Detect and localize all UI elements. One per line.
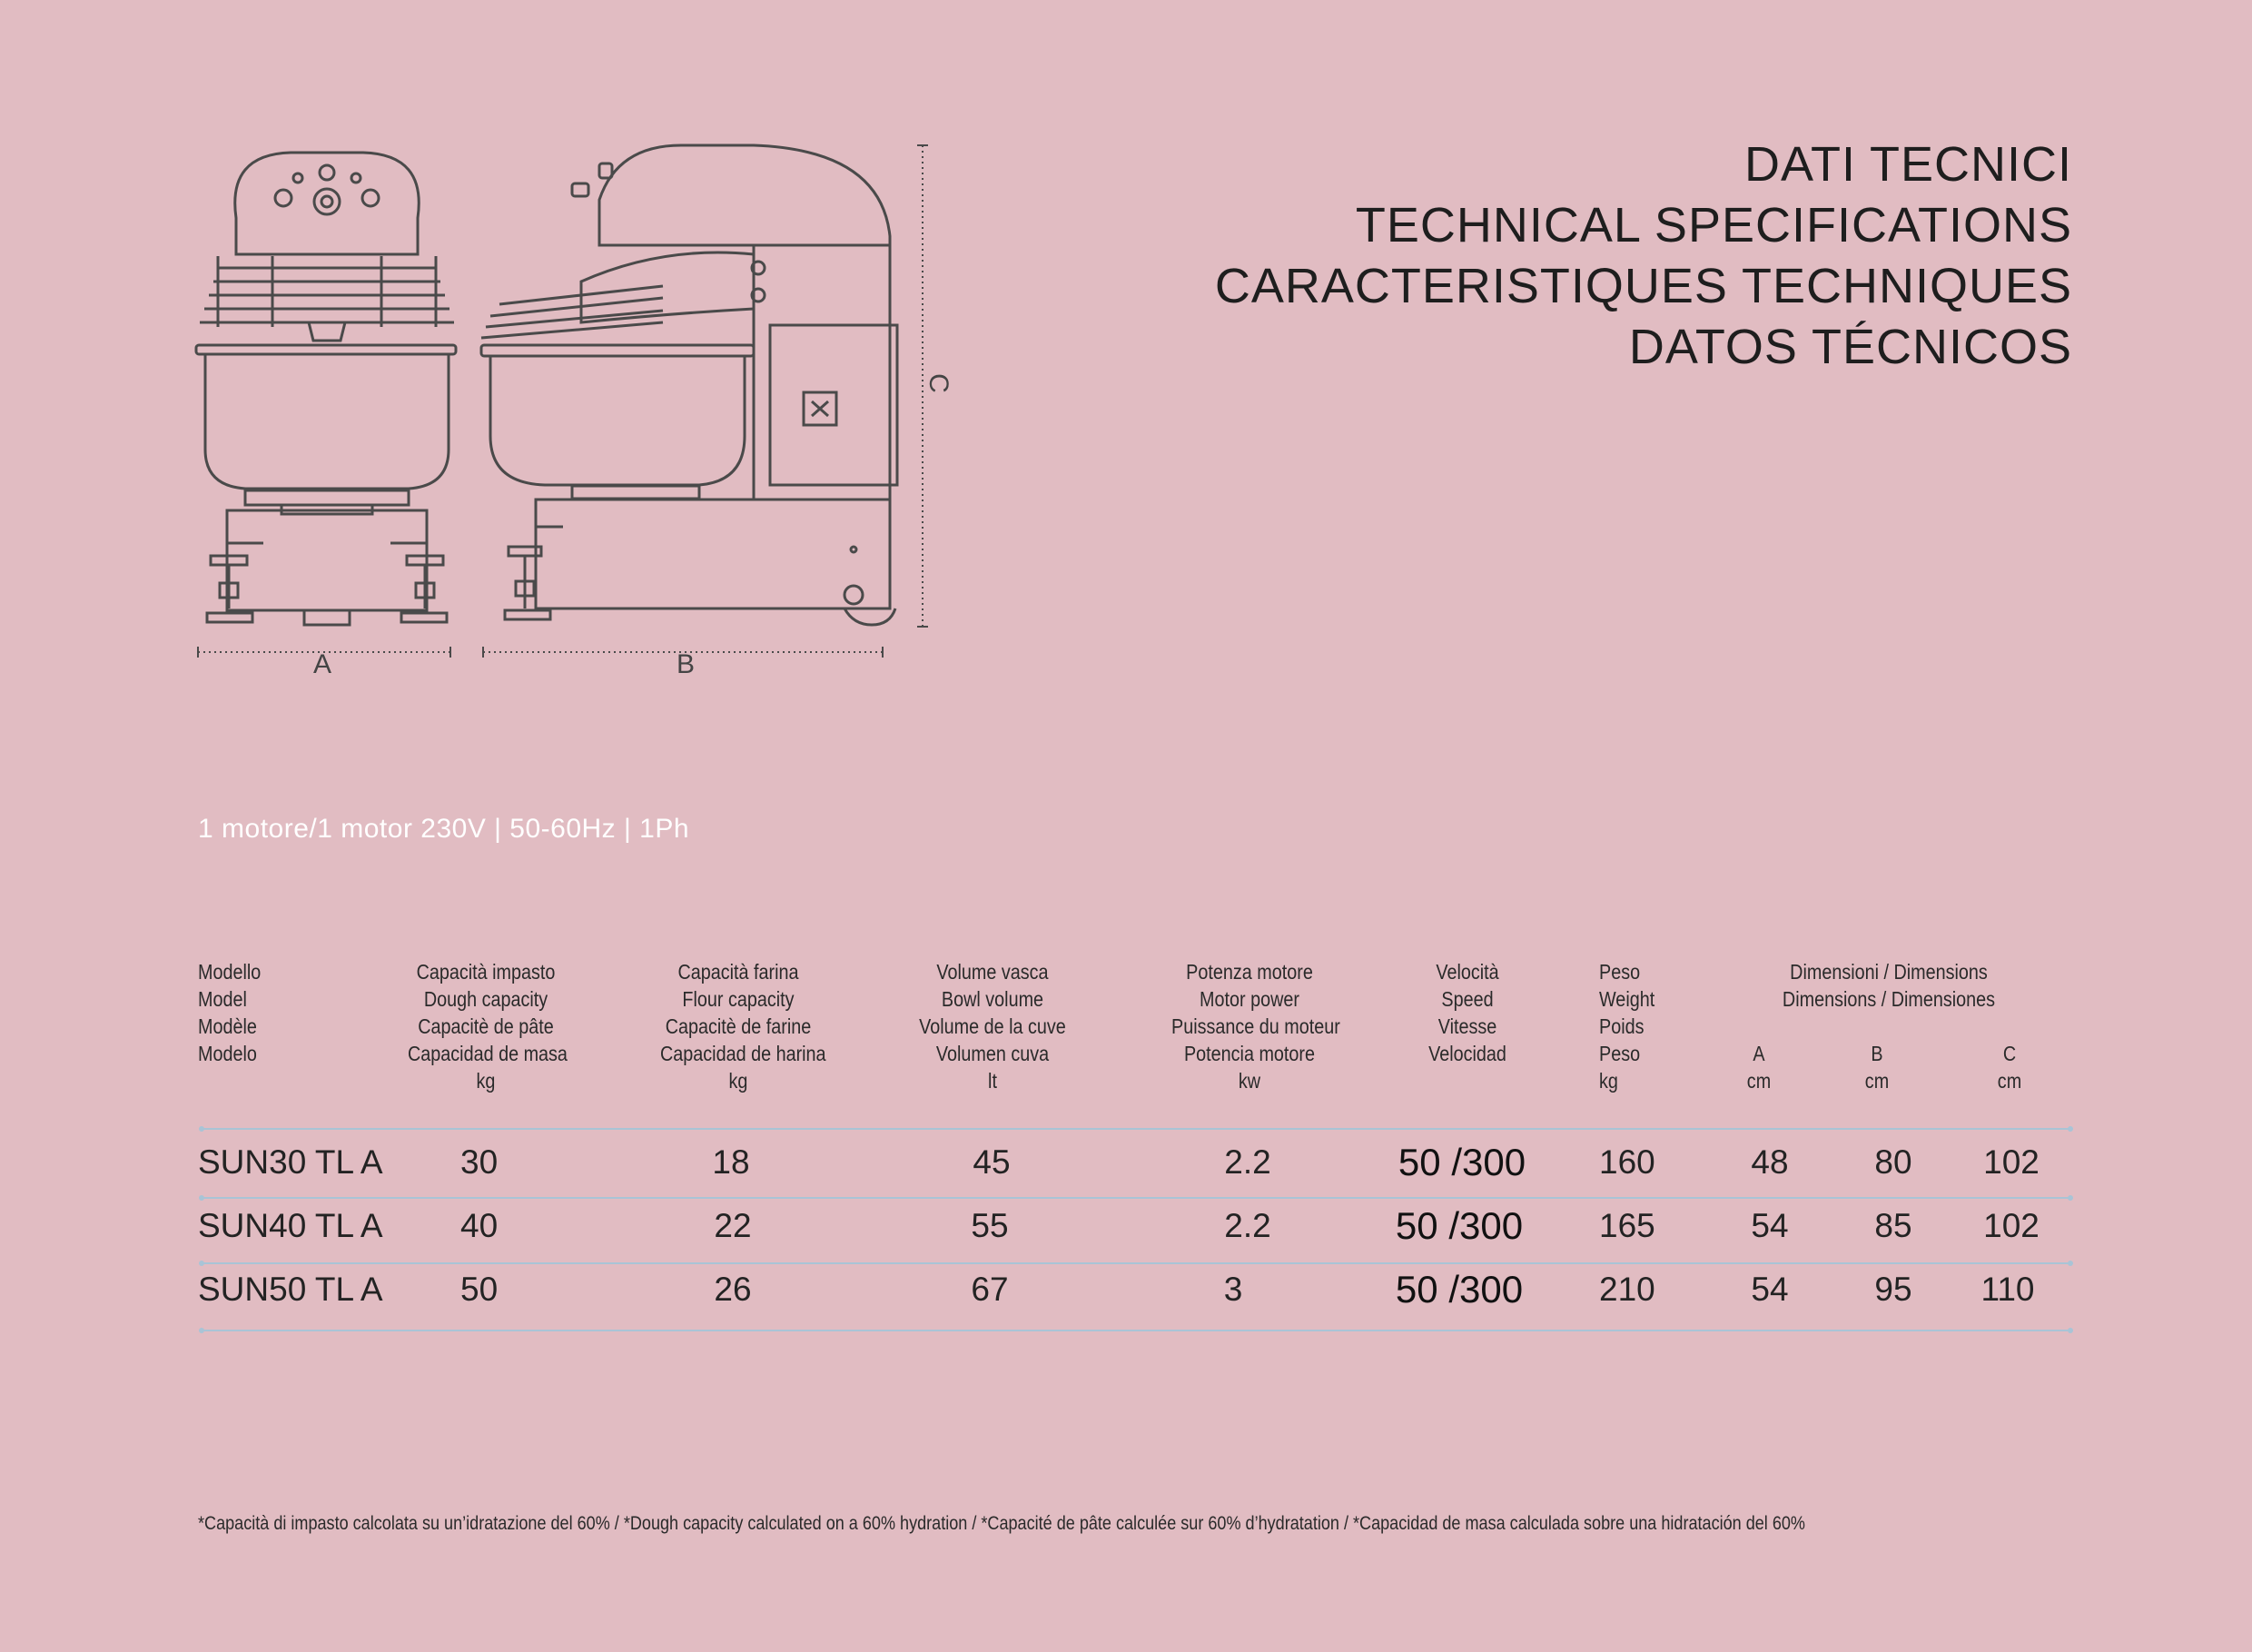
cell-dim-c: 102 — [1983, 1207, 2040, 1244]
cell-speed: 50 /300 — [1395, 1204, 1524, 1247]
title-es: DATOS TÉCNICOS — [1628, 320, 2072, 374]
cell-weight: 210 — [1599, 1271, 1655, 1308]
motor-spec-line: 1 motore/1 motor 230V | 50-60Hz | 1Ph — [198, 814, 690, 844]
cell-dim-b: 85 — [1874, 1207, 1912, 1244]
page-title — [1215, 134, 2072, 378]
cell-model: SUN30 TL A — [198, 1143, 383, 1181]
header-dim-a: A cm — [1746, 1042, 1772, 1093]
header-dimensions: Dimensioni / Dimensions Dimensions / Dimensiones — [1782, 960, 1996, 1011]
cell-dim-a: 54 — [1751, 1207, 1789, 1244]
header-dough-capacity: Capacità impasto Dough capacity Capacitè de pâte Capacidad de masa kg — [408, 960, 568, 1093]
table-row — [0, 1135, 2252, 1190]
cell-dough: 40 — [460, 1207, 499, 1244]
dimension-label-b: B — [677, 649, 696, 679]
cell-flour: 26 — [714, 1271, 752, 1308]
dimension-label-a: A — [313, 649, 332, 679]
header-bowl-volume: Volume vasca Bowl volume Volume de la cuve Volumen cuva lt — [919, 960, 1066, 1093]
cell-speed: 50 /300 — [1395, 1268, 1524, 1311]
cell-power: 2.2 — [1224, 1207, 1271, 1244]
cell-weight: 160 — [1599, 1143, 1655, 1181]
cell-dim-a: 54 — [1751, 1271, 1789, 1308]
footnote: *Capacità di impasto calcolata su un’idratazione del 60% / *Dough capacity calculated on a 60% hydration / *Capacité de pâte calculée sur 60% d’hydratation / *Capacidad de masa calculada sobre una hidratación del 60% — [198, 1513, 1805, 1534]
dimension-label-c: C — [923, 373, 953, 393]
cell-dim-c: 102 — [1983, 1143, 2040, 1181]
cell-dim-b: 80 — [1874, 1143, 1912, 1181]
table-divider — [202, 1128, 2070, 1130]
cell-speed: 50 /300 — [1398, 1141, 1526, 1183]
table-row — [0, 1262, 2252, 1317]
cell-power: 3 — [1223, 1271, 1243, 1308]
title-fr: CARACTERISTIQUES TECHNIQUES — [1214, 259, 2072, 313]
title-it: DATI TECNICI — [1743, 137, 2072, 192]
front-view-drawing — [196, 153, 456, 625]
cell-bowl: 55 — [971, 1207, 1009, 1244]
header-dim-c: C cm — [1997, 1042, 2022, 1093]
cell-dim-a: 48 — [1751, 1143, 1789, 1181]
title-en: TECHNICAL SPECIFICATIONS — [1355, 198, 2072, 252]
header-dim-b: B cm — [1864, 1042, 1890, 1093]
cell-model: SUN50 TL A — [198, 1271, 383, 1308]
table-row — [0, 1199, 2252, 1253]
cell-flour: 18 — [712, 1143, 750, 1181]
mixer-technical-drawing — [191, 136, 972, 690]
cell-bowl: 67 — [971, 1271, 1009, 1308]
cell-dough: 30 — [460, 1143, 499, 1181]
header-speed: Velocità Speed Vitesse Velocidad — [1428, 960, 1506, 1065]
cell-bowl: 45 — [973, 1143, 1011, 1181]
cell-dim-c: 110 — [1980, 1271, 2035, 1308]
header-model: Modello Model Modèle Modelo — [198, 960, 262, 1065]
table-divider — [202, 1330, 2070, 1331]
cell-power: 2.2 — [1224, 1143, 1271, 1181]
side-view-drawing — [481, 145, 897, 625]
cell-model: SUN40 TL A — [198, 1207, 383, 1244]
cell-flour: 22 — [714, 1207, 752, 1244]
dimension-ticks — [198, 145, 928, 658]
header-motor-power: Potenza motore Motor power Puissance du moteur Potencia motore kw — [1171, 960, 1340, 1093]
header-flour-capacity: Capacità farina Flour capacity Capacitè de farine Capacidad de harina kg — [660, 960, 826, 1093]
dimension-lines — [198, 145, 923, 652]
cell-dough: 50 — [460, 1271, 499, 1308]
cell-weight: 165 — [1599, 1207, 1655, 1244]
header-weight: Peso Weight Poids Peso kg — [1599, 960, 1655, 1093]
cell-dim-b: 95 — [1874, 1271, 1912, 1308]
